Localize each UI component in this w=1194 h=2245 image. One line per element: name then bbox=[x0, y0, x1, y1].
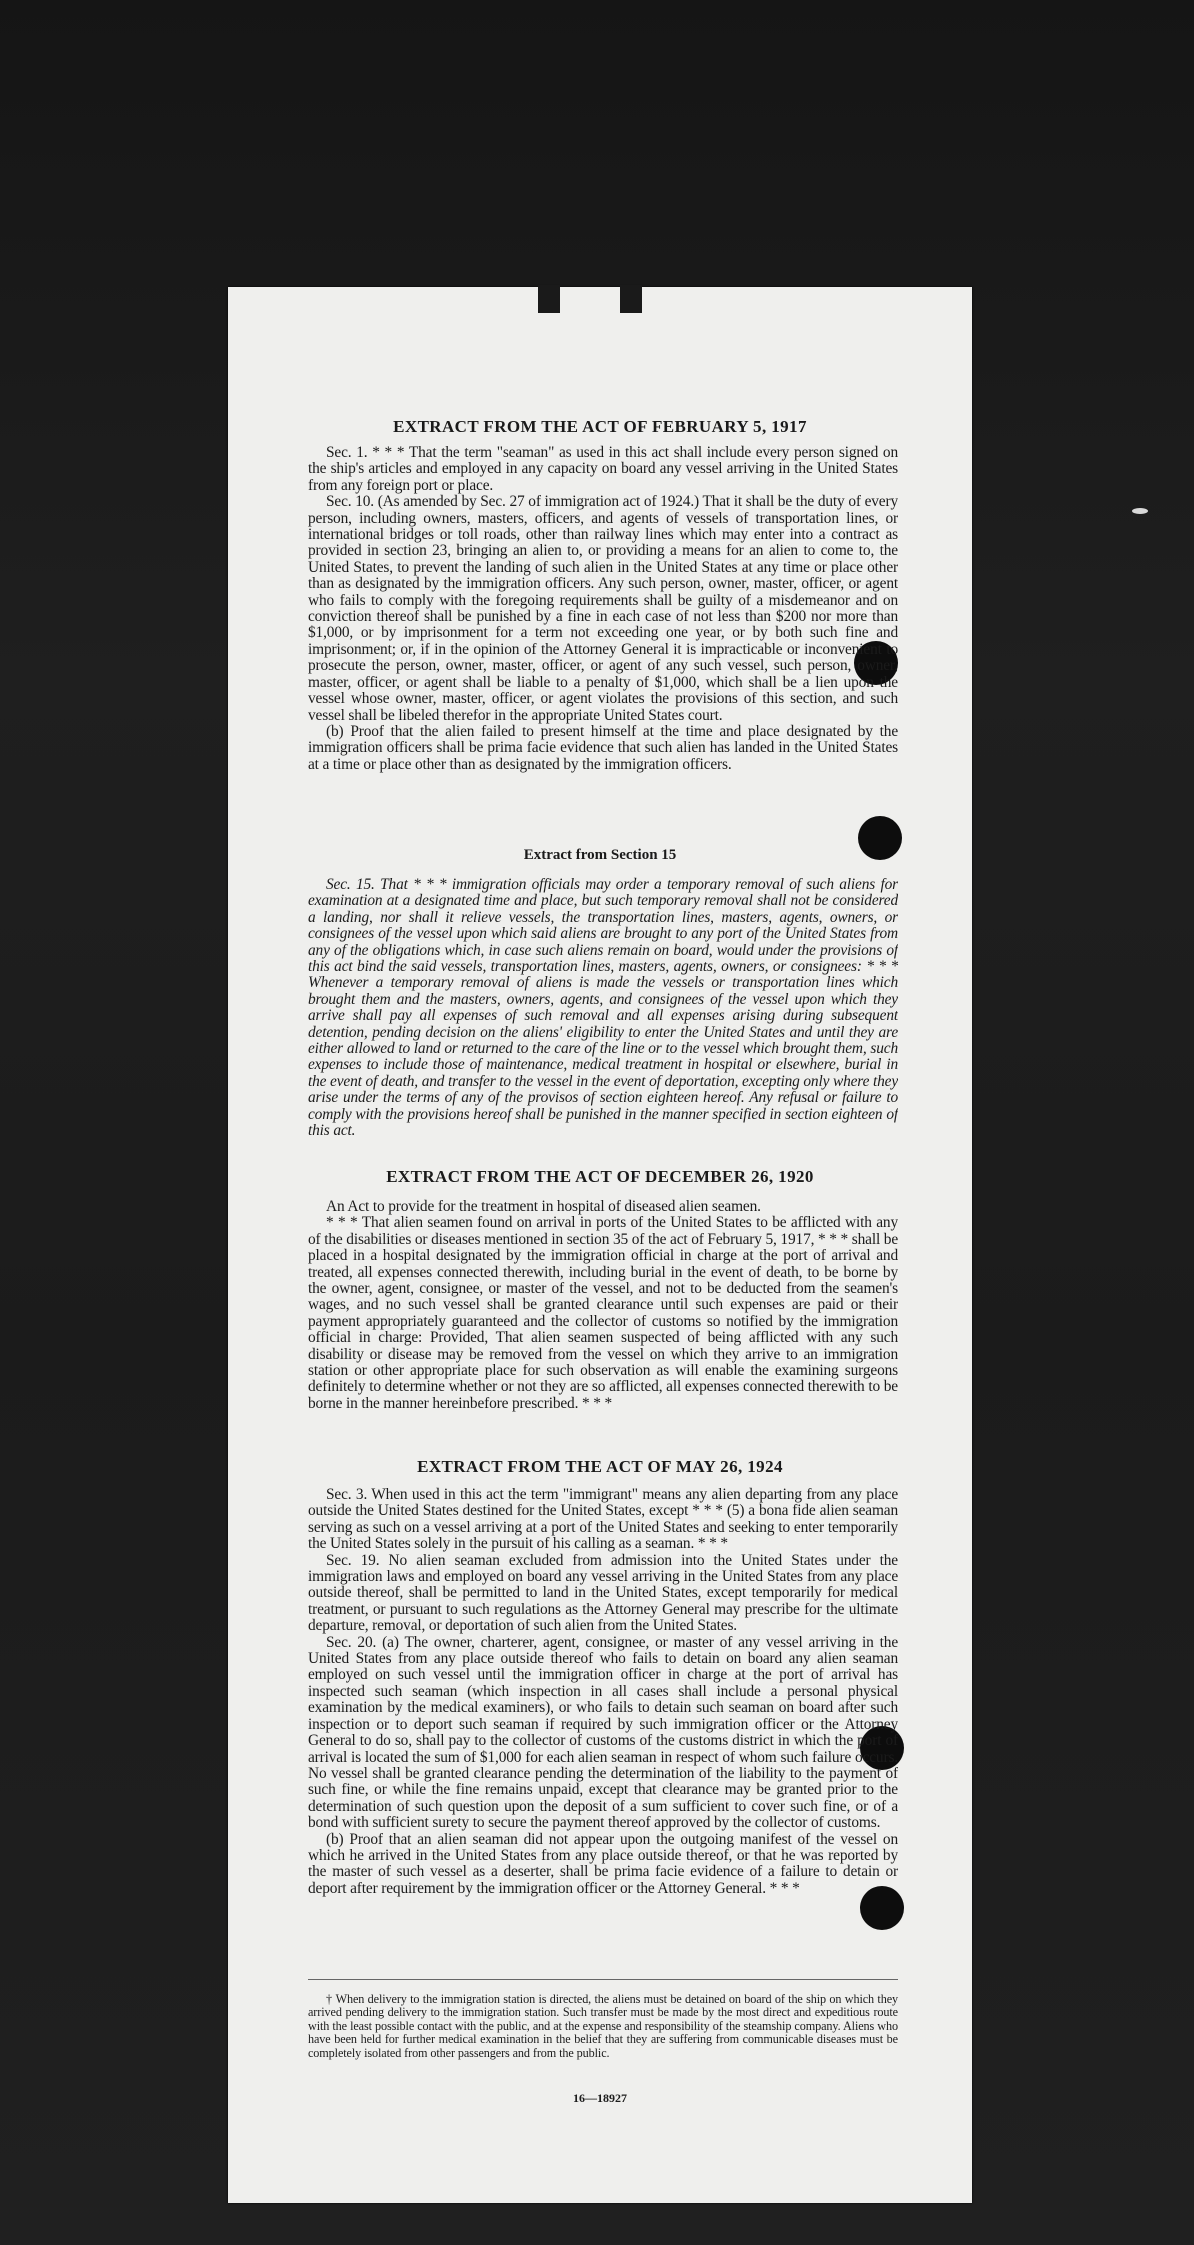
act-1920-intro: An Act to provide for the treatment in hospital of diseased alien seamen. bbox=[326, 1199, 761, 1215]
heading-act-1924: EXTRACT FROM THE ACT OF MAY 26, 1924 bbox=[417, 1457, 783, 1476]
sec-10-paragraph: Sec. 10. (As amended by Sec. 27 of immigration act of 1924.) That it shall be the duty of every person, including owners, masters, officers, and agents of vessels of transportation lines, or international bridges or toll roads, other than railway lines which may enter into a contract as provided in section 23, bringing an alien to, or providing a means for an alien to come to, the United States, to prevent the landing of such alien in the United States at any time or place other than as designated by the immigration officers. Any such person, owner, master, officer, or agent who fails to comply with the foregoing requirements shall be guilty of a misdemeanor and on conviction thereof shall be punished by a fine in each case of not less than $200 nor more than $1,000, or by imprisonment for a term not exceeding one year, or by both such fine and imprisonment; or, if in the opinion of the Attorney General it is impracticable or inconvenient to prosecute the person, owner, master, officer, or agent of any such vessel, such person, owner, master, officer, or agent shall be liable to a penalty of $1,000, which shall be a lien upon the vessel whose owner, master, officer, or agent violates the provisions of this section, and such vessel shall be libeled therefor in the appropriate United States court. bbox=[308, 493, 898, 724]
footnote: † When delivery to the immigration station is directed, the aliens must be detained on board of the ship on which they arrived pending delivery to the immigration station. Such transfer must be made by the most direct and expeditious route with the least possible contact with the public, and at the expense and responsibility of the steamship company. Aliens who have been held for further medical examination in the belief that they are suffering from communicable diseases must be completely isolated from other passengers and from the public. bbox=[308, 1992, 898, 2060]
footnote-divider bbox=[308, 1979, 898, 1980]
heading-act-1917: EXTRACT FROM THE ACT OF FEBRUARY 5, 1917 bbox=[393, 417, 807, 436]
binding-notch bbox=[620, 285, 642, 313]
dust-speck bbox=[1132, 508, 1148, 514]
subheading-section-15: Extract from Section 15 bbox=[523, 847, 677, 863]
sec-1-paragraph: Sec. 1. * * * That the term "seaman" as used in this act shall include every person signed on the ship's articles and employed in any capacity on board any vessel arriving in the United States from any foreign port or place. bbox=[308, 445, 898, 494]
sec-20b-paragraph: (b) Proof that an alien seaman did not appear upon the outgoing manifest of the vessel on which he arrived in the United States from any place outside thereof, or that he was reported by the master of such vessel as a deserter, shall be prima facie evidence of a failure to detain or deport after requirement by the immigration officer or the Attorney General. * * * bbox=[308, 1830, 898, 1897]
binding-notch bbox=[538, 285, 560, 313]
sec-15-paragraph: Sec. 15. That * * * immigration officials may order a temporary removal of such aliens for examination at a designated time and place, but such temporary removal shall not be considered a landing, nor shall it relieve vessels, the transportation lines, masters, agents, owners, or consignees of the vessel upon which said aliens are brought to any port of the United States from any of the obligations which, in case such aliens remain on board, would under the provisions of this act bind the said vessels, transportation lines, masters, agents, owners, or consignees: * * * Whenever a temporary removal of aliens is made the vessels or transportation lines which brought them and the masters, owners, agents, and consignees of the vessel upon which they arrive shall pay all expenses of such removal and all expenses arising during subsequent detention, pending decision on the aliens' eligibility to enter the United States and until they are either allowed to land or returned to the care of the line or to the vessel which brought them, such expenses to include those of maintenance, medical treatment in hospital or elsewhere, burial in the event of death, and transfer to the vessel in the event of deportation, excepting only where they arise under the terms of any of the provisos of section eighteen hereof. Any refusal or failure to comply with the provisions hereof shall be punished in the manner specified in section eighteen of this act. bbox=[308, 877, 898, 1140]
sec-15-body bbox=[308, 877, 898, 1147]
act-1924-body bbox=[308, 1487, 898, 1961]
sec-10b-paragraph: (b) Proof that the alien failed to present himself at the time and place designated by the immigration officers shall be prima facie evidence that such alien has landed in the United States at a time or place other than as designated by the immigration officers. bbox=[308, 722, 898, 773]
sec-20a-paragraph: Sec. 20. (a) The owner, charterer, agent, consignee, or master of any vessel arriving in the United States from any place outside thereof who fails to detain on board any alien seaman employed on such vessel until the immigration officer in charge at the port of arrival has inspected such seaman (which inspection in all cases shall include a personal physical examination by the medical examiners), or who fails to detain such seaman on board after such inspection or to deport such seaman if required by such immigration officer or the Attorney General to do so, shall pay to the collector of customs of the customs district in which the port of arrival is located the sum of $1,000 for each alien seaman in respect of whom such failure occurs. No vessel shall be granted clearance pending the determination of the liability to the payment of such fine, or while the fine remains unpaid, except that clearance may be granted prior to the determination of such question upon the deposit of a sum sufficient to cover such fine, or of a bond with sufficient surety to secure the payment thereof approved by the collector of customs. bbox=[308, 1633, 898, 1832]
sec-3-paragraph: Sec. 3. When used in this act the term "immigrant" means any alien departing from any place outside the United States destined for the United States, except * * * (5) a bona fide alien seaman serving as such on a vessel arriving at a port of the United States and seeking to enter temporarily the United States solely in the pursuit of his calling as a seaman. * * * bbox=[308, 1487, 898, 1553]
heading-act-1920: EXTRACT FROM THE ACT OF DECEMBER 26, 1920 bbox=[386, 1167, 814, 1186]
document-page bbox=[228, 287, 972, 2203]
act-1920-body bbox=[308, 1199, 898, 1431]
section-1917-body bbox=[308, 445, 898, 821]
sec-19-paragraph: Sec. 19. No alien seaman excluded from admission into the United States under the immigration laws and employed on board any vessel arriving in the United States from any place outside thereof, shall be permitted to land in the United States, except temporarily for medical treatment, or pursuant to such regulations as the Attorney General may prescribe for the ultimate departure, removal, or deportation of such alien from the United States. bbox=[308, 1551, 898, 1635]
act-1920-paragraph: * * * That alien seamen found on arrival in ports of the United States to be afflicted with any of the disabilities or diseases mentioned in section 35 of the act of February 5, 1917, * * * shall be placed in a hospital designated by the immigration official in charge at the port of arrival and treated, all expenses connected therewith, including burial in the event of death, to be borne by the owner, agent, consignee, or master of the vessel, and not to be deducted from the seamen's wages, and no such vessel shall be granted clearance until such expenses are paid or their payment appropriately guaranteed and the collector of customs so notified by the immigration official in charge: Provided, That alien seamen suspected of being afflicted with any such disability or disease may be removed from the vessel on which they arrive to an immigration station or other appropriate place for such observation as will enable the examining surgeons definitely to determine whether or not they are so afflicted, all expenses connected therewith to be borne in the manner hereinbefore prescribed. * * * bbox=[308, 1214, 898, 1412]
form-number: 16—18927 bbox=[573, 2091, 627, 2105]
